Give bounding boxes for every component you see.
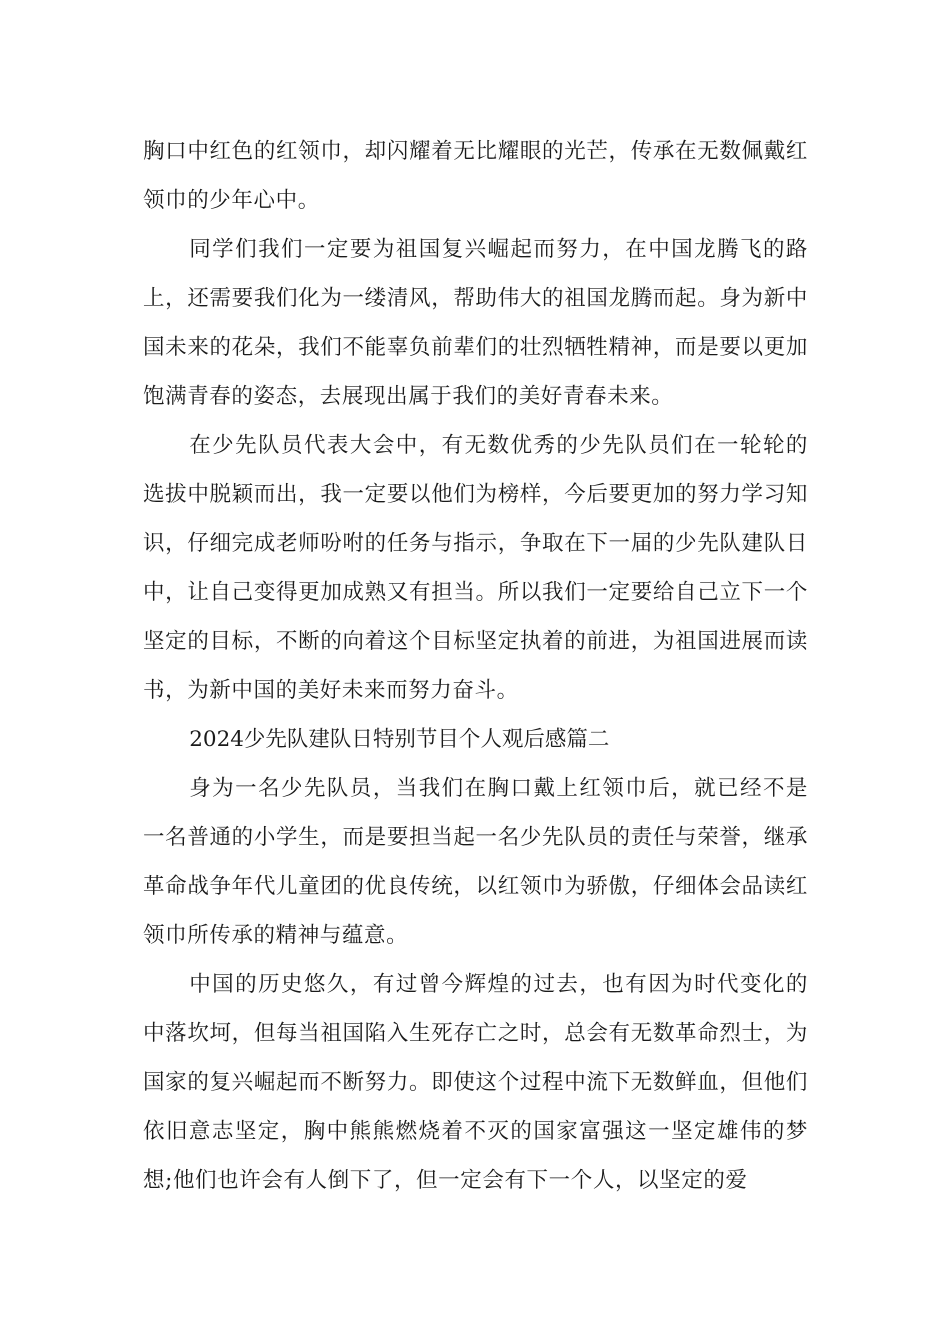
section-heading: 2024少先队建队日特别节目个人观后感篇二 [189,727,610,752]
paragraph: 中国的历史悠久，有过曾今辉煌的过去，也有因为时代变化的中落坎坷，但每当祖国陷入生死存亡之时，总会有无数革命烈士，为国家的复兴崛起而不断努力。即使这个过程中流下无数鲜血，但他们依旧意志坚定，胸中熊熊燃烧着不灭的国家富强这一坚定雄伟的梦想;他们也许会有人倒下了，但一定会有下一个人，以坚定的爱 [143,972,808,1193]
paragraph-continuation: 胸口中红色的红领巾，却闪耀着无比耀眼的光芒，传承在无数佩戴红领巾的少年心中。 [143,139,808,213]
paragraph: 在少先队员代表大会中，有无数优秀的少先队员们在一轮轮的选拔中脱颖而出，我一定要以他们为榜样，今后要更加的努力学习知识，仔细完成老师吩咐的任务与指示，争取在下一届的少先队建队日中，让自己变得更加成熟又有担当。所以我们一定要给自己立下一个坚定的目标，不断的向着这个目标坚定执着的前进，为祖国进展而读书，为新中国的美好未来而努力奋斗。 [143,433,808,703]
paragraph: 同学们我们一定要为祖国复兴崛起而努力，在中国龙腾飞的路上，还需要我们化为一缕清风，帮助伟大的祖国龙腾而起。身为新中国未来的花朵，我们不能辜负前辈们的壮烈牺牲精神，而是要以更加饱满青春的姿态，去展现出属于我们的美好青春未来。 [143,237,808,409]
paragraph: 身为一名少先队员，当我们在胸口戴上红领巾后，就已经不是一名普通的小学生，而是要担当起一名少先队员的责任与荣誉，继承革命战争年代儿童团的优良传统，以红领巾为骄傲，仔细体会品读红领巾所传承的精神与蕴意。 [143,776,808,948]
document-body [143,127,808,1205]
